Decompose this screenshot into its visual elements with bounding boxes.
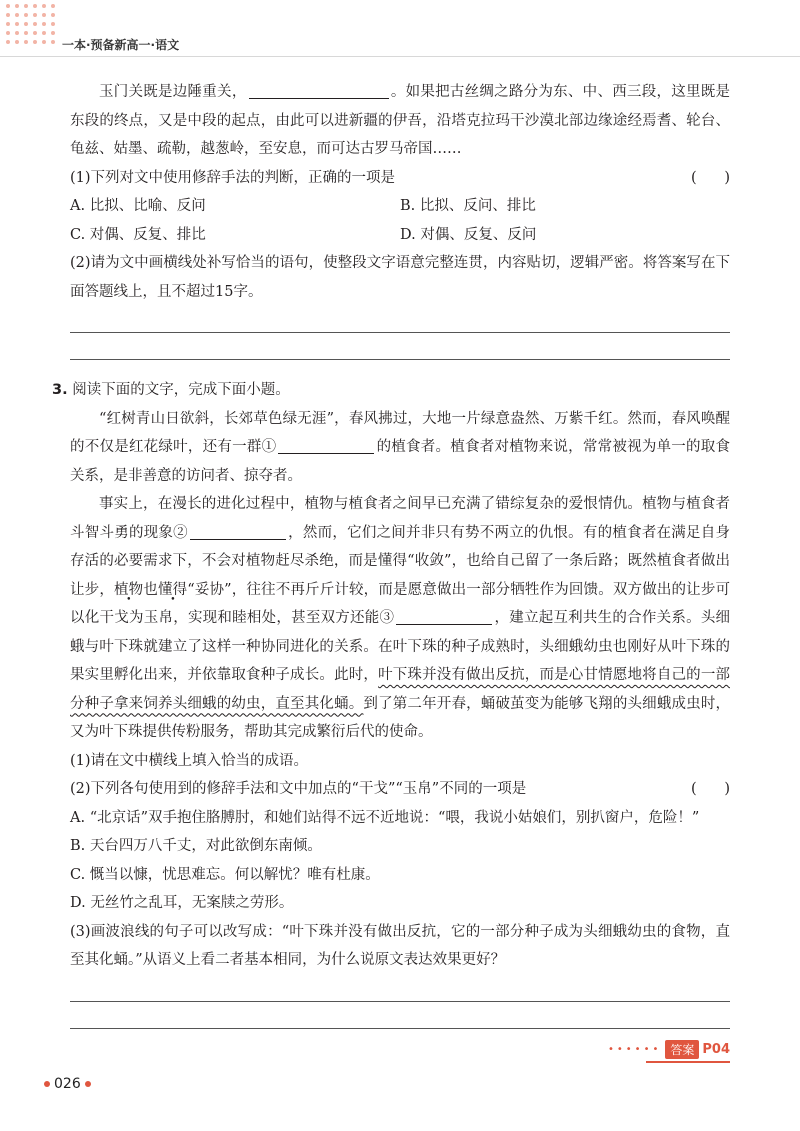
answer-line[interactable] (70, 1002, 730, 1029)
header-title: 一本·预备新高一·语文 (62, 38, 180, 52)
fill-blank[interactable] (249, 80, 389, 99)
fill-blank-3[interactable] (396, 606, 492, 625)
dotted-word-gange: 干戈 (99, 610, 129, 626)
answer-paren[interactable]: ( ) (691, 169, 730, 186)
corner-dot-pattern (6, 4, 64, 50)
option-a[interactable]: A. “北京话”双手抱住胳膊肘，和她们站得不远不近地说：“喂，我说小姑娘们，别扒窗户，危险！” (70, 809, 700, 826)
question-2-2: (2)请为文中画横线处补写恰当的语句，使整段文字语意完整连贯，内容贴切，逻辑严密。将答案写在下面答题线上，且不超过15字。 (70, 255, 730, 300)
option-d[interactable]: D. 无丝竹之乱耳，无案牍之劳形。 (70, 895, 294, 911)
answer-label: 答案 (665, 1040, 699, 1059)
page-content (52, 78, 731, 1029)
dot-icon (44, 1081, 50, 1087)
answer-line[interactable] (70, 306, 730, 333)
option-c[interactable]: C. 对偶、反复、排比 (70, 226, 206, 243)
fill-blank-2[interactable] (190, 521, 286, 540)
question-3-2: (2)下列各句使用到的修辞手法和文中加点的“干戈”“玉帛”不同的一项是 ( ) (70, 775, 730, 804)
option-c[interactable]: C. 慨当以慷，忧思难忘。何以解忧？唯有杜康。 (70, 866, 380, 883)
option-b[interactable]: B. 比拟、反问、排比 (400, 198, 536, 214)
option-d[interactable]: D. 对偶、反复、反问 (400, 226, 537, 243)
option-b[interactable]: B. 天台四万八千丈，对此欲倒东南倾。 (70, 838, 322, 854)
question-3-3: (3)画波浪线的句子可以改写成：“叶下珠并没有做出反抗，它的一部分种子成为头细蛾幼虫的食物，直至其化蛹。”从语义上看二者基本相同，为什么说原文表达效果更好？ (70, 923, 730, 968)
dotted-word-yubo: 玉帛 (143, 610, 174, 626)
question-3-1: (1)请在文中横线上填入恰当的成语。 (70, 752, 309, 769)
option-a[interactable]: A. 比拟、比喻、反问 (70, 198, 206, 214)
page-number: 026 (40, 1076, 95, 1092)
passage-paragraph-1: “红树青山日欲斜，长郊草色绿无涯”，春风拂过，大地一片绿意盎然、万紫千红。然而，春风唤醒的不仅是红花绿叶，还有一群① 的植食者。植食者对植物来说，常常被视为单一的取食关系，是非善意的访问者、掠夺者。 (70, 410, 731, 484)
passage-yumenguan: 玉门关既是边陲重关， 。如果把古丝绸之路分为东、中、西三段，这里既是东段的终点，又是中段的起点，由此可以进新疆的伊吾，沿塔克拉玛干沙漠北部边缘途经焉耆、轮台、龟兹、姑墨、疏勒，越葱岭，至安息，而可达古罗马帝国…… (70, 78, 730, 164)
options-row (70, 192, 730, 221)
header-divider (0, 56, 800, 57)
wavy-underlined-sentence: 叶下珠并没有做出反抗，而是心甘情愿地将自己的一部分种子拿来饲养头细蛾的幼虫，直至其化蛹。 (70, 667, 730, 712)
answer-line[interactable] (70, 333, 730, 360)
answer-page-code: P04 (702, 1042, 730, 1057)
question-3-header: 3. 阅读下面的文字，完成下面小题。 (52, 382, 290, 398)
answer-reference (608, 1040, 730, 1059)
answer-paren[interactable]: ( ) (691, 781, 730, 797)
fill-blank-1[interactable] (278, 435, 374, 454)
question-2-1: (1)下列对文中使用修辞手法的判断，正确的一项是 ( ) (70, 164, 730, 193)
answer-line[interactable] (70, 975, 730, 1002)
dot-icon (85, 1081, 91, 1087)
answer-underline (646, 1061, 730, 1063)
dot-leader: •••••• (607, 1044, 662, 1055)
passage-paragraph-2: 事实上，在漫长的进化过程中，植物与植食者之间早已充满了错综复杂的爱恨情仇。植物与植食者斗智斗勇的现象② ，然而，它们之间并非只有势不两立的仇恨。有的植食者在满足自身存活的必要需求下，不会对植物赶尽杀绝，而是懂得“收敛”，也给自己留了一条后路；既然植食者做出让步，植物也懂得“妥协”，往往不再斤斤计较，而是愿意做出一部分牺牲作为回馈。双方做出的让步可以化干戈为玉帛，实现和睦相处，甚至双方还能③ ，建立起互利共生的合作关系。头细蛾与叶下珠就建立了这样一种协同进化的关系。在叶下珠的种子成熟时，头细蛾幼虫也刚好从叶下珠的果实里孵化出来，并依靠取食种子成长。此时，叶下珠并没有做出反抗，而是心甘情愿地将自己的一部分种子拿来饲养头细蛾的幼虫，直至其化蛹。到了第二年开春，蛹破茧变为能够飞翔的头细蛾成虫时，又为叶下珠提供传粉服务，帮助其完成繁衍后代的使命。 (70, 496, 731, 740)
options-row (70, 221, 730, 250)
